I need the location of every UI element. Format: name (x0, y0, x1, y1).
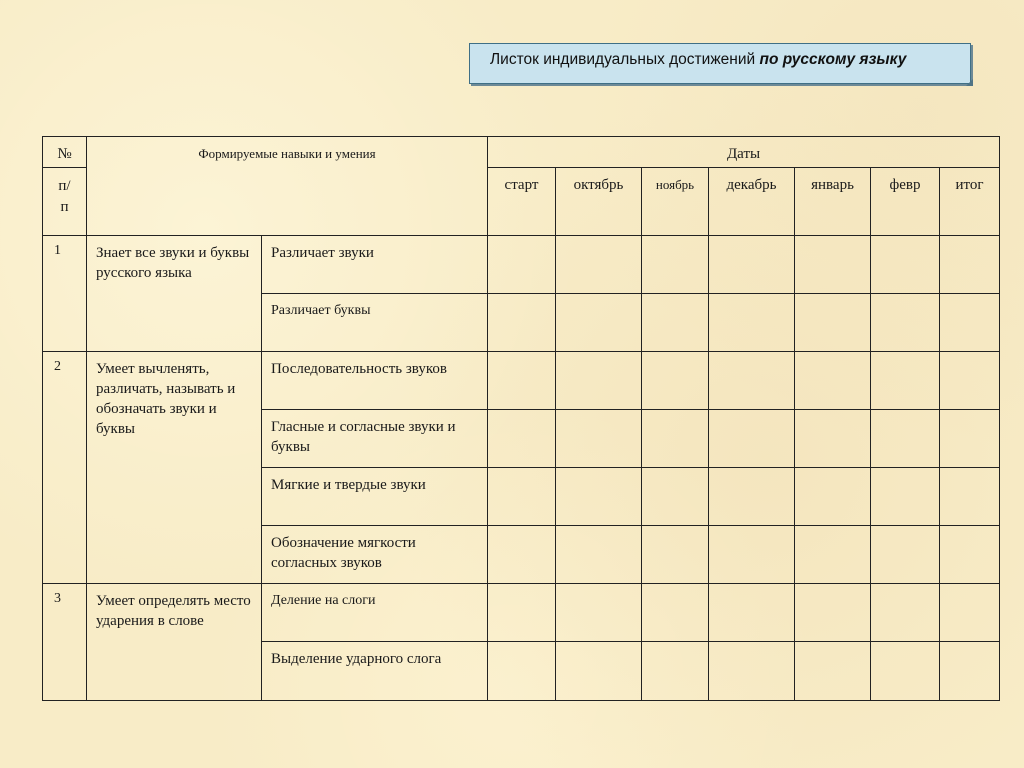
grade-cell[interactable] (940, 352, 1000, 410)
month-october: октябрь (556, 168, 642, 236)
sheet-title-emphasis: по русскому языку (759, 51, 907, 68)
month-november: ноябрь (642, 168, 709, 236)
col-head-dates: Даты (488, 137, 1000, 168)
grade-cell[interactable] (642, 236, 709, 294)
grade-cell[interactable] (795, 526, 871, 584)
grade-cell[interactable] (795, 642, 871, 701)
subskill: Последовательность звуков (262, 352, 488, 410)
grade-cell[interactable] (795, 294, 871, 352)
month-february: февр (871, 168, 940, 236)
subskill: Деление на слоги (262, 584, 488, 642)
sheet-title-prefix: Листок индивидуальных достижений (490, 51, 756, 68)
title-fold-corner (966, 79, 973, 86)
month-result: итог (940, 168, 1000, 236)
subskill: Различает буквы (262, 294, 488, 352)
grade-cell[interactable] (556, 642, 642, 701)
group-skill: Знает все звуки и буквы русского языка (87, 236, 262, 352)
achievements-table (42, 136, 1000, 701)
month-december: декабрь (709, 168, 795, 236)
grade-cell[interactable] (556, 468, 642, 526)
grade-cell[interactable] (556, 410, 642, 468)
grade-cell[interactable] (642, 294, 709, 352)
grade-cell[interactable] (795, 468, 871, 526)
grade-cell[interactable] (871, 584, 940, 642)
grade-cell[interactable] (709, 468, 795, 526)
col-head-num: № (43, 137, 87, 168)
col-head-skills: Формируемые навыки и умения (87, 137, 488, 236)
grade-cell[interactable] (556, 236, 642, 294)
grade-cell[interactable] (556, 584, 642, 642)
grade-cell[interactable] (871, 410, 940, 468)
grade-cell[interactable] (795, 584, 871, 642)
grade-cell[interactable] (709, 294, 795, 352)
grade-cell[interactable] (642, 468, 709, 526)
group-number: 2 (43, 352, 87, 584)
subskill: Обозначение мягкости согласных звуков (262, 526, 488, 584)
grade-cell[interactable] (871, 526, 940, 584)
grade-cell[interactable] (642, 526, 709, 584)
grade-cell[interactable] (709, 526, 795, 584)
table-row (43, 236, 1000, 294)
grade-cell[interactable] (709, 584, 795, 642)
grade-cell[interactable] (709, 410, 795, 468)
grade-cell[interactable] (795, 410, 871, 468)
subskill: Различает звуки (262, 236, 488, 294)
subskill: Выделение ударного слога (262, 642, 488, 701)
month-january: январь (795, 168, 871, 236)
grade-cell[interactable] (488, 468, 556, 526)
grade-cell[interactable] (940, 642, 1000, 701)
grade-cell[interactable] (940, 236, 1000, 294)
grade-cell[interactable] (940, 294, 1000, 352)
num-sub-text: п/ п (58, 178, 71, 215)
grade-cell[interactable] (871, 352, 940, 410)
grade-cell[interactable] (642, 410, 709, 468)
grade-cell[interactable] (642, 642, 709, 701)
grade-cell[interactable] (488, 584, 556, 642)
grade-cell[interactable] (642, 584, 709, 642)
group-skill: Умеет определять место ударения в слове (87, 584, 262, 701)
grade-cell[interactable] (709, 352, 795, 410)
grade-cell[interactable] (642, 352, 709, 410)
col-head-num-sub (43, 168, 87, 236)
grade-cell[interactable] (556, 526, 642, 584)
header-row-1 (43, 137, 1000, 168)
group-number: 1 (43, 236, 87, 352)
grade-cell[interactable] (795, 236, 871, 294)
grade-cell[interactable] (556, 294, 642, 352)
grade-cell[interactable] (795, 352, 871, 410)
grade-cell[interactable] (871, 468, 940, 526)
grade-cell[interactable] (488, 352, 556, 410)
grade-cell[interactable] (709, 236, 795, 294)
group-number: 3 (43, 584, 87, 701)
grade-cell[interactable] (940, 526, 1000, 584)
grade-cell[interactable] (940, 410, 1000, 468)
grade-cell[interactable] (488, 526, 556, 584)
grade-cell[interactable] (871, 642, 940, 701)
grade-cell[interactable] (488, 236, 556, 294)
grade-cell[interactable] (709, 642, 795, 701)
group-skill: Умеет вычленять, различать, называть и обозначать звуки и буквы (87, 352, 262, 584)
grade-cell[interactable] (871, 294, 940, 352)
table-row (43, 352, 1000, 410)
grade-cell[interactable] (488, 410, 556, 468)
grade-cell[interactable] (556, 352, 642, 410)
grade-cell[interactable] (871, 236, 940, 294)
grade-cell[interactable] (488, 642, 556, 701)
sheet-title (469, 43, 971, 84)
grade-cell[interactable] (940, 584, 1000, 642)
subskill: Гласные и согласные звуки и буквы (262, 410, 488, 468)
month-start: старт (488, 168, 556, 236)
table-row (43, 584, 1000, 642)
subskill: Мягкие и твердые звуки (262, 468, 488, 526)
grade-cell[interactable] (940, 468, 1000, 526)
grade-cell[interactable] (488, 294, 556, 352)
